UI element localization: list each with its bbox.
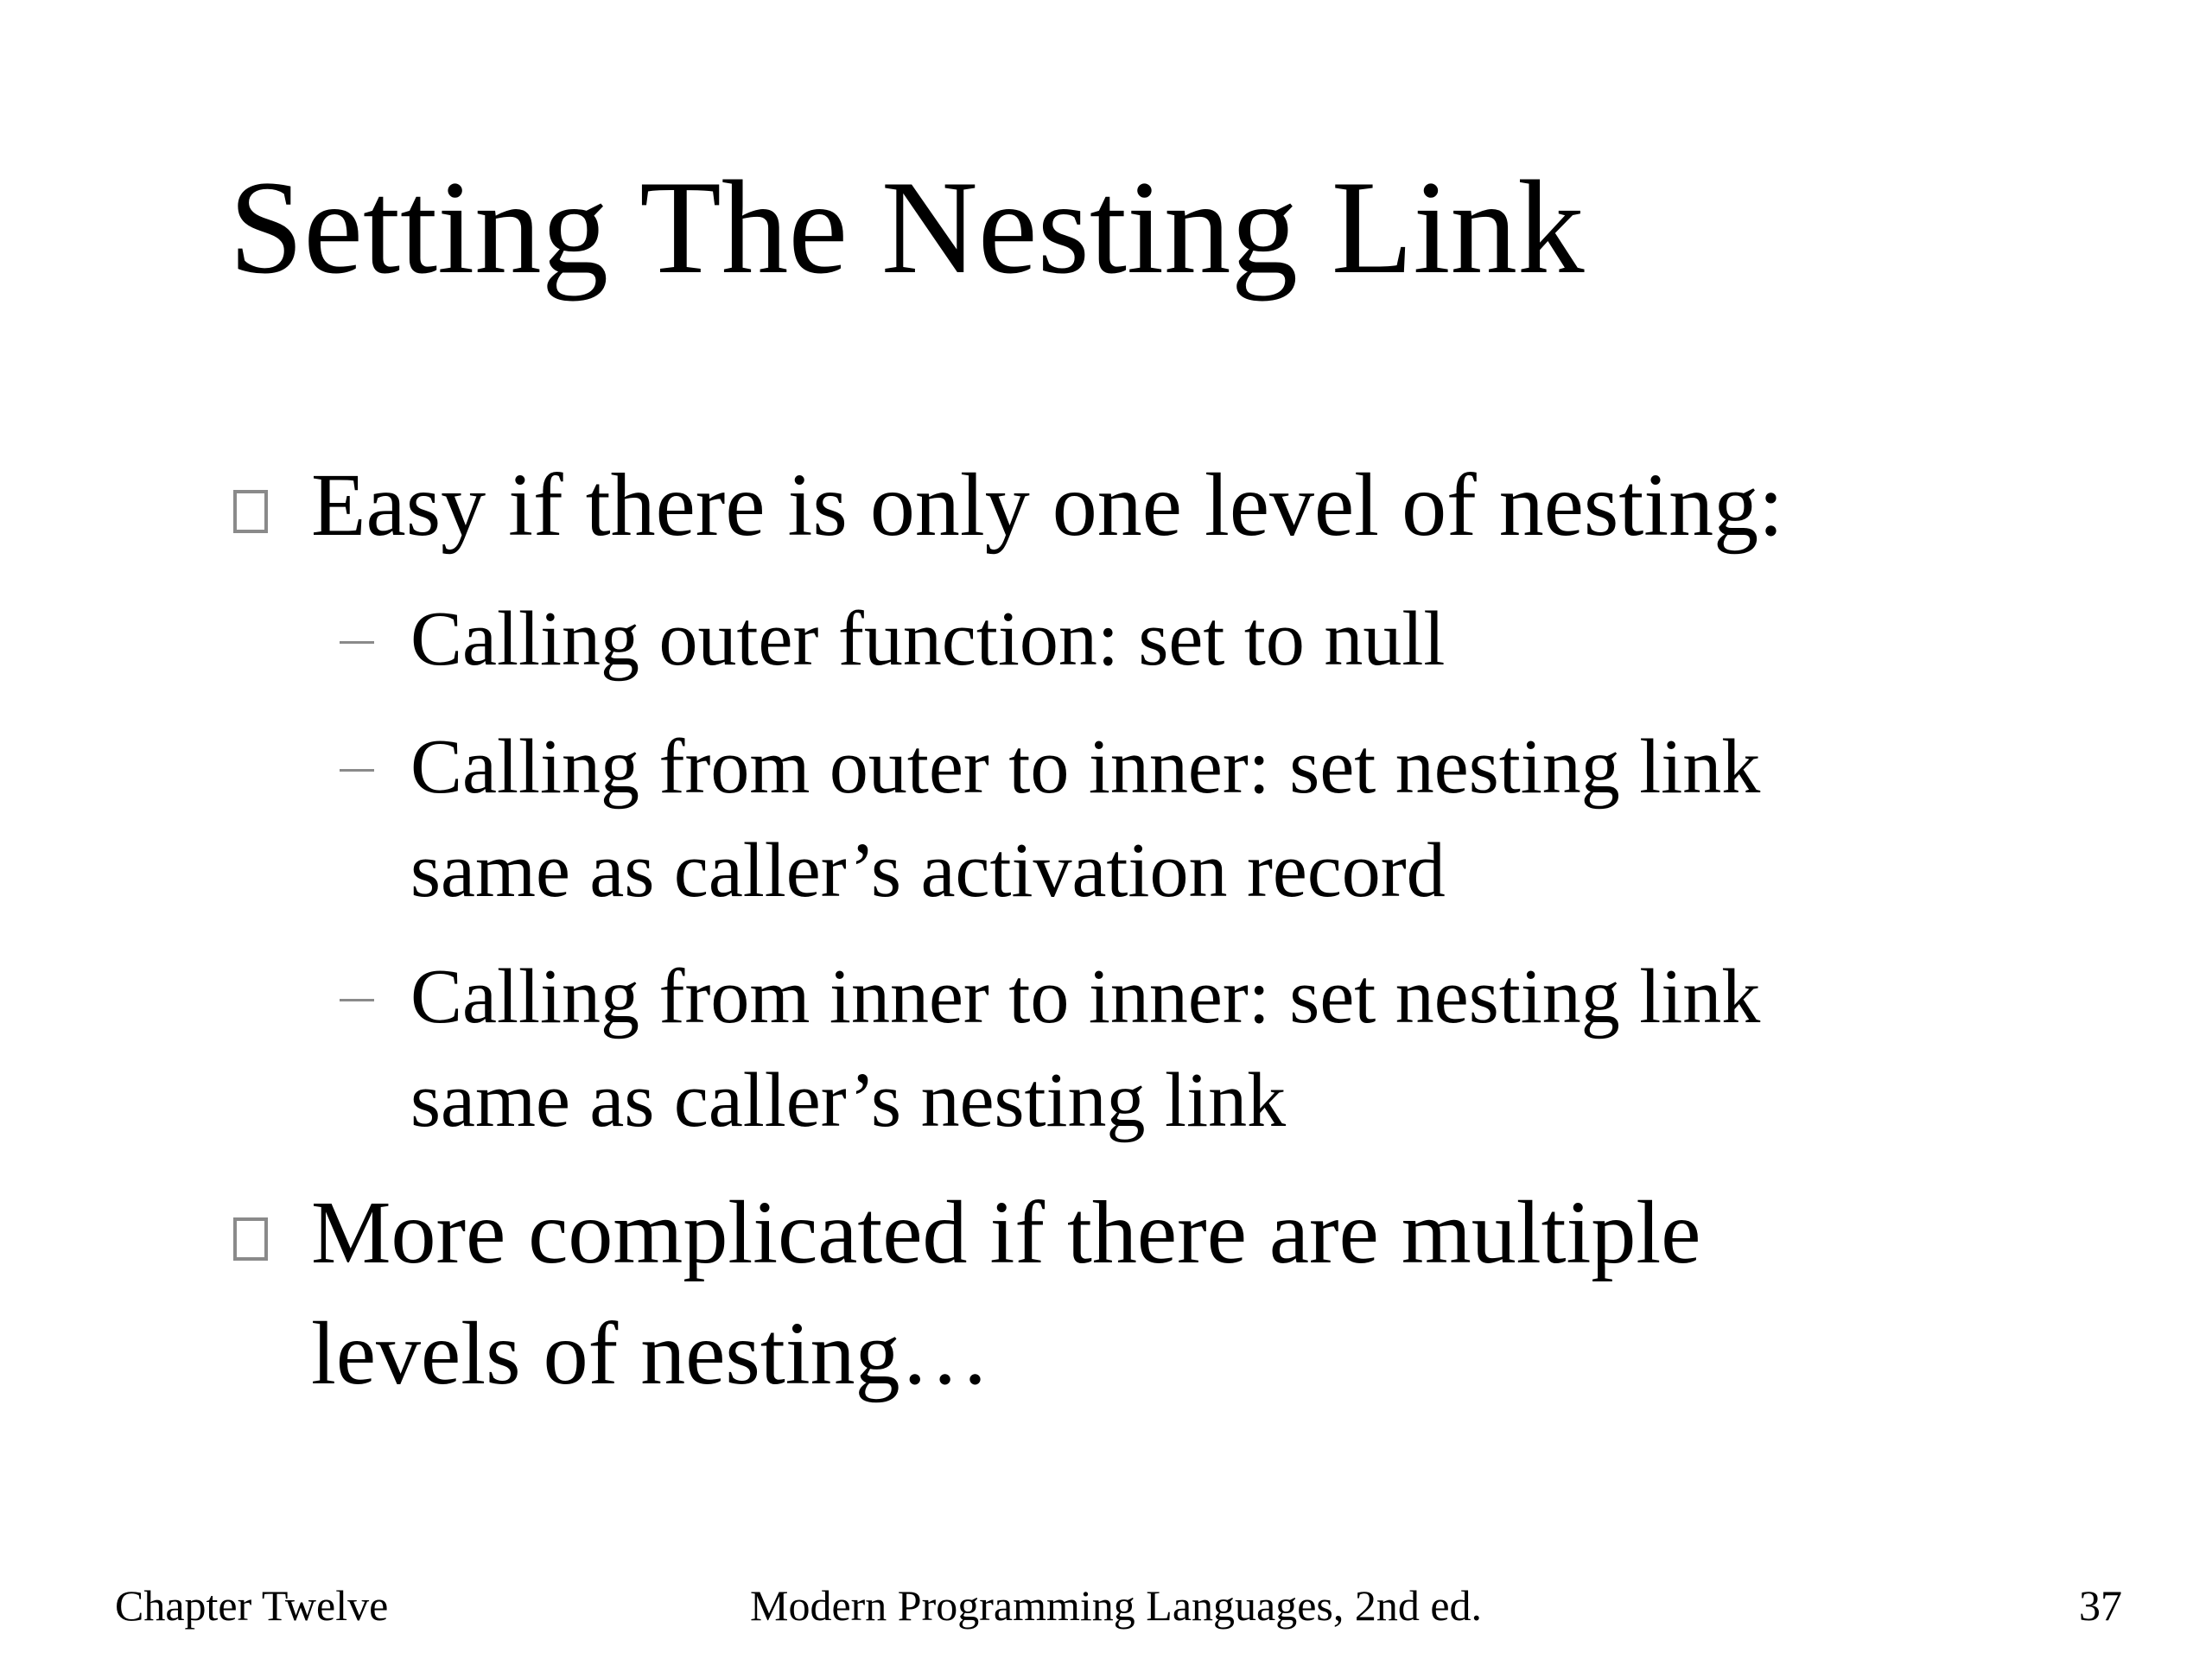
en-dash-icon [340,999,374,1001]
bullet-2 [311,1173,2039,1414]
footer-book-title: Modern Programming Languages, 2nd ed. [750,1581,1483,1630]
bullet-1-text: Easy if there is only one level of nesting: [311,455,1784,555]
footer-chapter: Chapter Twelve [115,1581,389,1630]
sub-bullet-1-line-1: Calling outer function: set to null [410,596,1446,682]
bullet-2-line-1: More complicated if there are multiple [311,1183,1701,1282]
sub-bullet-3 [410,945,2052,1153]
hollow-square-icon [233,490,268,533]
bullet-2-line-2: levels of nesting… [311,1304,990,1403]
sub-bullet-3-line-1: Calling from inner to inner: set nesting link [410,954,1761,1039]
sub-bullet-2-line-1: Calling from outer to inner: set nesting link [410,724,1761,810]
slide-title: Setting The Nesting Link [229,153,1585,302]
hollow-square-icon [233,1217,268,1261]
sub-bullet-2 [410,715,2052,923]
en-dash-icon [340,641,374,644]
bullet-1 [311,445,2039,566]
sub-bullet-2-line-2: same as caller’s activation record [410,828,1446,913]
footer-page-number: 37 [2079,1581,2122,1630]
sub-bullet-1 [410,588,2052,691]
en-dash-icon [340,769,374,772]
sub-bullet-3-line-2: same as caller’s nesting link [410,1058,1287,1143]
